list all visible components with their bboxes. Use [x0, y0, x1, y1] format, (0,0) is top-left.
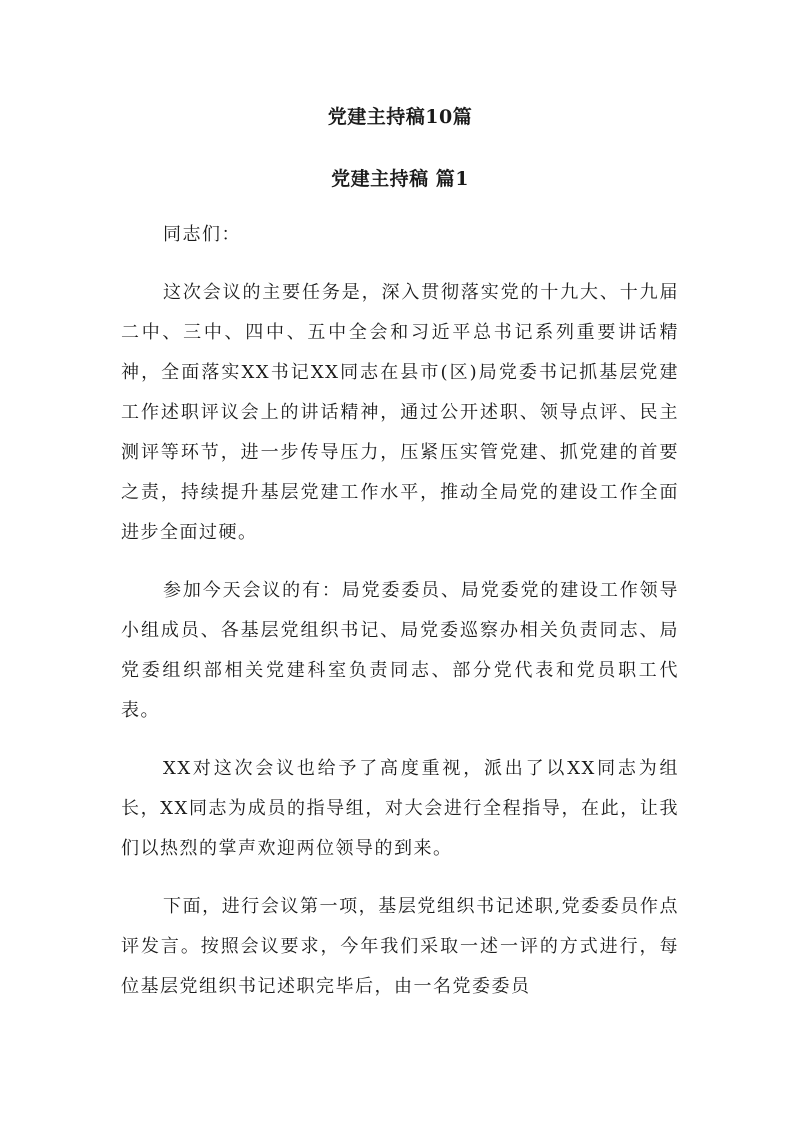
paragraph-guidance-group: XX对这次会议也给予了高度重视，派出了以XX同志为组长，XX同志为成员的指导组，对大会进行全程指导，在此，让我们以热烈的掌声欢迎两位领导的到来。: [121, 758, 679, 859]
paragraph-attendees: 参加今天会议的有：局党委委员、局党委党的建设工作领导小组成员、各基层党组织书记、局党委巡察办相关负责同志、局党委组织部相关党建科室负责同志、部分党代表和党员职工代表。: [121, 580, 679, 721]
section-title: 党建主持稿 篇1: [331, 168, 469, 190]
greeting: 同志们：: [163, 224, 241, 245]
paragraph-first-agenda-item: 下面，进行会议第一项，基层党组织书记述职,党委委员作点评发言。按照会议要求，今年我们采取一述一评的方式进行，每位基层党组织书记述职完毕后，由一名党委委员: [121, 896, 679, 997]
paragraph-meeting-tasks: 这次会议的主要任务是，深入贯彻落实党的十九大、十九届二中、三中、四中、五中全会和习近平总书记系列重要讲话精神，全面落实XX书记XX同志在县市(区)局党委书记抓基层党建工作述职评议会上的讲话精神，通过公开述职、领导点评、民主测评等环节，进一步传导压力，压紧压实管党建、抓党建的首要之责，持续提升基层党建工作水平，推动全局党的建设工作全面进步全面过硬。: [121, 282, 679, 543]
document-title: 党建主持稿10篇: [327, 106, 473, 128]
